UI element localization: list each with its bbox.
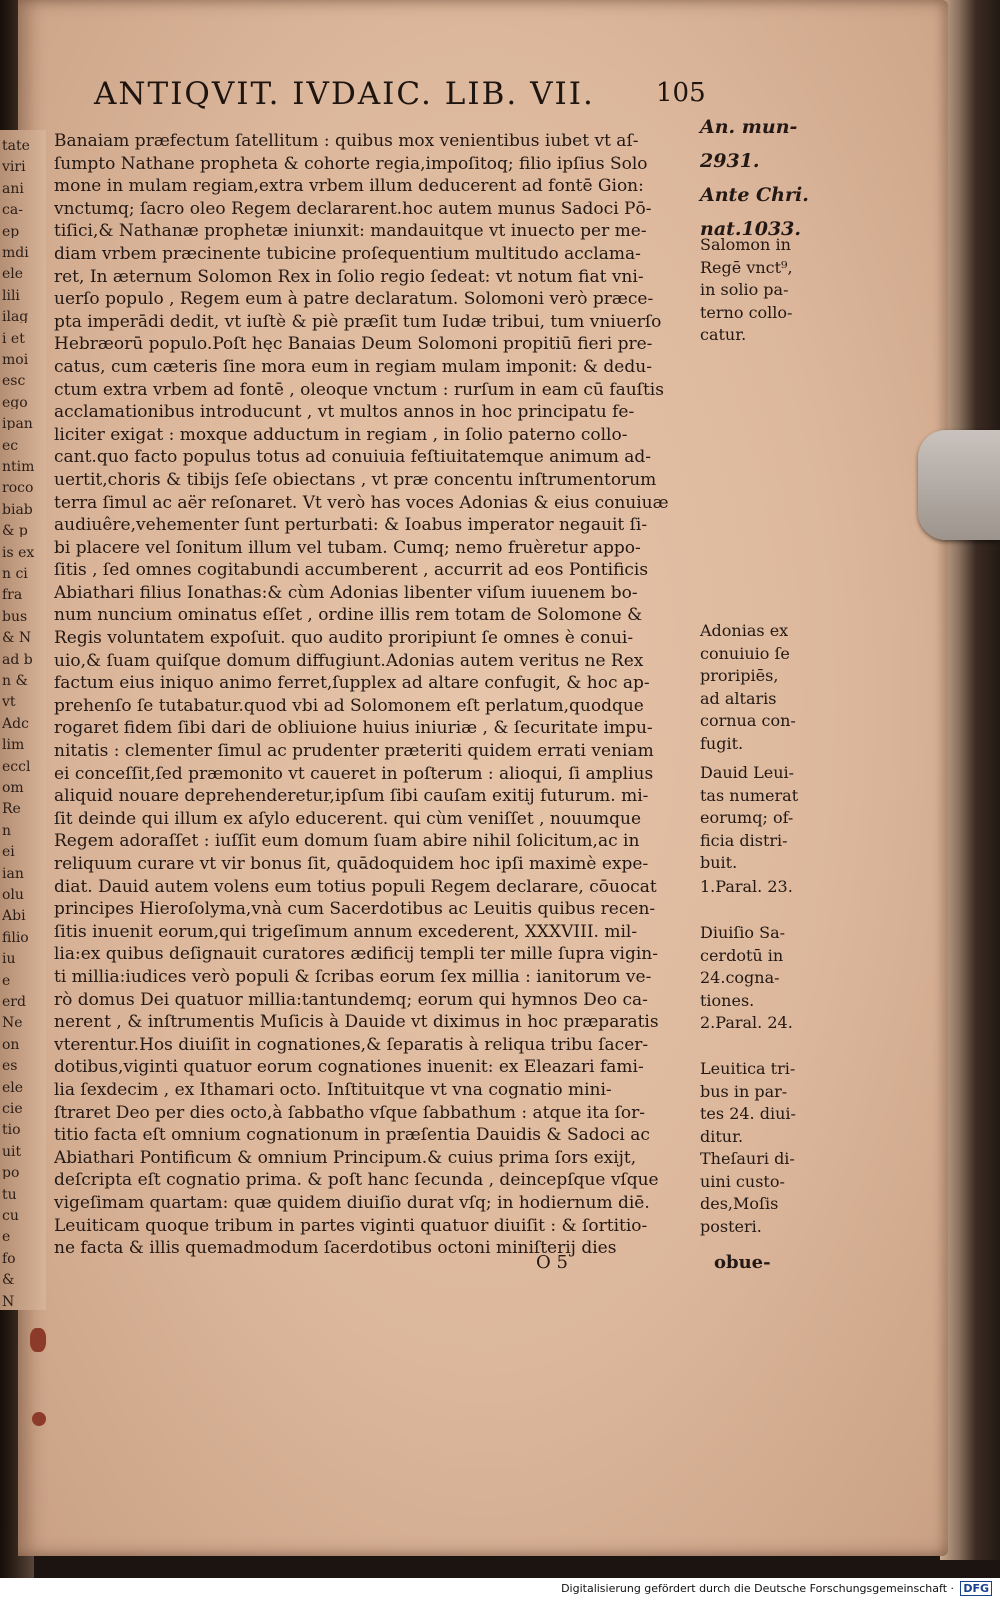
prev-page-fragment: roco bbox=[2, 480, 34, 495]
margin-note bbox=[700, 876, 850, 899]
prev-page-fragment: bus bbox=[2, 608, 28, 623]
margin-note-line: in solio pa- bbox=[700, 280, 789, 300]
prev-page-fragment: e bbox=[2, 972, 11, 987]
text-line: nitatis : clementer ſimul ac prudenter præteriti quidem errati veniam bbox=[54, 741, 654, 762]
text-line: titio facta eſt omnium cognationum in præſentia Dauidis & Sadoci ac bbox=[54, 1125, 650, 1146]
margin-note-line: cornua con- bbox=[700, 711, 796, 731]
text-line: liciter exigat : moxque adductum in regiam , in ſolio paterno collo- bbox=[54, 424, 628, 445]
margin-note-line: conuiuio ſe bbox=[700, 643, 790, 663]
text-line: Regem adoraſſet : iuſſit eum domum ſuam abire nihil ſolicitum,ac in bbox=[54, 831, 640, 852]
prev-page-fragment: ad b bbox=[2, 651, 33, 666]
text-line: lia:ex quibus deſignauit curatores ædificij templi ter mille ſupra vigin- bbox=[54, 944, 658, 965]
margin-note-line: terno collo- bbox=[700, 302, 793, 322]
prev-page-fragment: uit bbox=[2, 1143, 22, 1158]
prev-page-fragment: filio bbox=[2, 929, 29, 944]
prev-page-fragment: ilag bbox=[2, 309, 29, 324]
margin-note-line: proripiēs, bbox=[700, 666, 779, 686]
bookmark-tab bbox=[918, 430, 1000, 540]
page-stack-edge bbox=[940, 0, 1000, 1560]
margin-note-line: Regē vnct⁹, bbox=[700, 257, 793, 277]
prev-page-fragment: is ex bbox=[2, 544, 35, 559]
text-line: Abiathari filius Ionathas:& cùm Adonias libenter viſum iuuenem bo- bbox=[54, 582, 638, 603]
text-line: catus, cum cæteris ſine mora eum in regiam mulam imponit: & dedu- bbox=[54, 356, 652, 377]
text-line: vterentur.Hos diuiſit in cognationes,& ſeparatis à reliqua tribu ſacer- bbox=[54, 1034, 649, 1055]
text-line: uerſo populo , Regem eum à patre declaratum. Solomoni verò præce- bbox=[54, 289, 654, 310]
prev-page-fragment: Abi bbox=[2, 908, 26, 923]
prev-page-fragment: eccl bbox=[2, 758, 31, 773]
margin-note-line: ditur. bbox=[700, 1126, 744, 1146]
text-line: num nuncium ominatus eſſet , ordine illis rem totam de Solomone & bbox=[54, 605, 643, 626]
page-number: 105 bbox=[656, 78, 706, 108]
prev-page-fragment: erd bbox=[2, 994, 26, 1008]
margin-note-line: 2.Paral. 24. bbox=[700, 1013, 793, 1032]
margin-note bbox=[700, 1012, 850, 1035]
margin-note-line: Salomon in bbox=[700, 235, 791, 254]
signature-line bbox=[54, 1252, 771, 1278]
margin-note-line: catur. bbox=[700, 325, 747, 345]
text-line: Hebræorū populo.Poſt hęc Banaias Deum Solomoni propitiū fieri pre- bbox=[54, 334, 653, 355]
text-line: vnctumq; ſacro oleo Regem declararent.hoc autem munus Sadoci Pō- bbox=[54, 198, 652, 219]
prev-page-fragment: ele bbox=[2, 1079, 24, 1094]
text-line: Abiathari Pontificum & omnium Principum.& cuius prima ſors exijt, bbox=[54, 1147, 637, 1168]
text-line: ſumpto Nathane propheta & cohorte regia,impoſitoq; filio ipſius Solo bbox=[54, 153, 648, 174]
prev-page-fragment: viri bbox=[2, 159, 26, 174]
prev-page-fragment: ani bbox=[2, 180, 24, 195]
margin-note-line: tiones. bbox=[700, 990, 755, 1010]
prev-page-fragment: tate bbox=[2, 138, 30, 152]
body-text bbox=[54, 130, 714, 1260]
margin-note-line: Theſauri di- bbox=[700, 1149, 795, 1168]
prev-page-fragment: ian bbox=[2, 865, 24, 880]
text-line: ſtraret Deo per dies octo,à ſabbatho vſque ſabbathum : atque ita ſor- bbox=[54, 1102, 645, 1123]
prev-page-fragment: & N bbox=[2, 630, 32, 645]
text-line: Banaiam præfectum ſatellitum : quibus mox venientibus iubet vt aſ- bbox=[54, 131, 639, 151]
prev-page-fragment: cie bbox=[2, 1101, 23, 1115]
margin-note-line: fugit. bbox=[700, 733, 744, 753]
prev-page-fragment: olu bbox=[2, 887, 24, 901]
prev-page-fragment: i et bbox=[2, 330, 25, 345]
prev-page-fragment: vt bbox=[2, 694, 16, 709]
prev-page-fragment: tio bbox=[2, 1122, 21, 1137]
previous-page-strip bbox=[0, 130, 46, 1310]
margin-note bbox=[700, 1148, 850, 1238]
margin-note bbox=[700, 234, 850, 347]
margin-note-line: bus in par- bbox=[700, 1081, 788, 1101]
text-line: acclamationibus introducunt , vt multos annos in hoc principatu fe- bbox=[54, 402, 635, 423]
margin-note-line: posteri. bbox=[700, 1216, 762, 1236]
text-line: ti millia:iudices verò populi & ſcribas eorum ſex millia : ianitorum ve- bbox=[54, 966, 652, 987]
margin-note-line: uini custo- bbox=[700, 1171, 785, 1191]
text-line: Regis voluntatem expoſuit. quo audito proripiunt ſe omnes è conui- bbox=[54, 628, 634, 649]
margin-date-line: An. mun- bbox=[700, 116, 798, 138]
margin-note-line: 1.Paral. 23. bbox=[700, 877, 793, 896]
text-line: uertit,choris & tibijs ſeſe obiectans , vt præ concentu inſtrumentorum bbox=[54, 469, 657, 490]
prev-page-fragment: ntim bbox=[2, 459, 35, 473]
text-line: pta imperādi dedit, vt iuſtè & piè præſit tum Iudæ tribui, tum vniuerſo bbox=[54, 311, 662, 332]
text-line: diam vrbem præcinente tubicine proſequentium multitudo acclama- bbox=[54, 243, 641, 264]
margin-note-line: tes 24. diui- bbox=[700, 1104, 796, 1124]
prev-page-fragment: biab bbox=[2, 501, 33, 516]
margin-note-line: Leuitica tri- bbox=[700, 1059, 796, 1078]
prev-page-fragment: ep bbox=[2, 223, 20, 238]
margin-note-line: 24.cogna- bbox=[700, 968, 780, 988]
stain-mark bbox=[30, 1328, 46, 1352]
footer-bar bbox=[0, 1578, 1000, 1602]
prev-page-fragment: n bbox=[2, 822, 12, 837]
text-line: vigeſimam quartam: quæ quidem diuiſio durat vſq; in hodiernum diē. bbox=[54, 1192, 650, 1213]
prev-page-fragment: ei bbox=[2, 844, 15, 859]
text-line: uio,& ſuam quiſque domum diffugiunt.Adonias autem veritus ne Rex bbox=[54, 650, 644, 671]
margin-date-line: nat.1033. bbox=[700, 218, 802, 240]
prev-page-fragment: n & bbox=[2, 673, 28, 687]
footer-credit: Digitalisierung gefördert durch die Deutsche Forschungsgemeinschaft · bbox=[561, 1582, 954, 1595]
prev-page-fragment: lim bbox=[2, 737, 25, 752]
prev-page-fragment: Adc bbox=[2, 715, 29, 730]
prev-page-fragment: mdi bbox=[2, 245, 29, 259]
prev-page-fragment: fra bbox=[2, 587, 23, 602]
margin-date-line: 2931. bbox=[700, 150, 760, 172]
text-line: ne facta & illis quemadmodum ſacerdotibus octoni miniſterij dies bbox=[54, 1238, 617, 1259]
prev-page-fragment: tu bbox=[2, 1186, 17, 1201]
prev-page-fragment: iu bbox=[2, 951, 16, 966]
prev-page-fragment: ego bbox=[2, 394, 28, 409]
margin-note bbox=[700, 762, 850, 875]
prev-page-fragment: & p bbox=[2, 523, 28, 538]
text-line: factum eius iniquo animo ferret,ſupplex ad altare confugit, & hoc ap- bbox=[54, 673, 650, 694]
prev-page-fragment: esc bbox=[2, 373, 26, 388]
text-line: lia ſexdecim , ex Ithamari octo. Inſtituitque vt vna cognatio mini- bbox=[54, 1079, 612, 1100]
prev-page-fragment: ca- bbox=[2, 202, 23, 217]
prev-page-fragment: ec bbox=[2, 437, 19, 452]
text-line: ſitis , ſed omnes cogitabundi accumberent , accurrit ad eos Pontificis bbox=[54, 560, 649, 581]
prev-page-fragment: & bbox=[2, 1272, 15, 1287]
text-line: deſcripta eſt cognatio prima. & poſt hanc ſecunda , deincepſque vſque bbox=[54, 1170, 659, 1191]
prev-page-fragment: on bbox=[2, 1036, 20, 1051]
prev-page-fragment: n ci bbox=[2, 566, 28, 580]
margin-note-line: ad altaris bbox=[700, 688, 777, 708]
text-line: terra ſimul ac aër reſonaret. Vt verò has voces Adonias & eius conuiuæ bbox=[54, 492, 669, 513]
text-line: Leuiticam quoque tribum in partes viginti quatuor diuiſit : & ſortitio- bbox=[54, 1215, 648, 1236]
page-stains bbox=[22, 1320, 62, 1440]
text-line: aliquid nouare deprehenderetur,ipſum ſibi cauſam exitij futurum. mi- bbox=[54, 786, 649, 807]
prev-page-fragment: es bbox=[2, 1058, 18, 1073]
text-line: reliquum curare vt vir bonus ſit, quādoquidem hoc ipſi maximè expe- bbox=[54, 854, 649, 874]
margin-note-line: Dauid Leui- bbox=[700, 763, 795, 782]
prev-page-fragment: ipan bbox=[2, 416, 33, 431]
prev-page-fragment: ele bbox=[2, 266, 24, 281]
dfg-logo: DFG bbox=[960, 1581, 992, 1596]
catchword: obue- bbox=[714, 1252, 771, 1273]
margin-date-line: Ante Chri. bbox=[700, 184, 809, 206]
margin-note-line: ficia distri- bbox=[700, 830, 788, 850]
margin-date-note bbox=[700, 110, 850, 246]
text-line: principes Hieroſolyma,vnà cum Sacerdotibus ac Leuitis quibus recen- bbox=[54, 899, 656, 920]
margin-note bbox=[700, 1058, 850, 1148]
text-line: ei conceſſit,ſed præmonito vt caueret in poſterum : alioqui, ſi amplius bbox=[54, 763, 654, 784]
margin-note-line: Diuiſio Sa- bbox=[700, 923, 786, 942]
prev-page-fragment: Re bbox=[2, 801, 21, 816]
prev-page-fragment: om bbox=[2, 780, 24, 794]
prev-page-fragment: cu bbox=[2, 1208, 19, 1222]
prev-page-fragment: Ne bbox=[2, 1015, 23, 1030]
margin-note-line: eorumq; of- bbox=[700, 808, 794, 828]
margin-note-line: cerdotū in bbox=[700, 945, 784, 965]
text-line: ſitis inuenit eorum,qui trigeſimum annum excederent, XXXVIII. mil- bbox=[54, 921, 638, 942]
prev-page-fragment: fo bbox=[2, 1250, 16, 1265]
prev-page-fragment: moi bbox=[2, 352, 29, 366]
margin-note bbox=[700, 922, 850, 1012]
text-line: bi placere vel ſonitum illum vel tubam. Cumq; nemo fruèretur appo- bbox=[54, 537, 641, 558]
prev-page-fragment: lili bbox=[2, 287, 20, 302]
text-line: dotibus,viginti quatuor eorum cognationes inuenit: ex Eleazari fami- bbox=[54, 1057, 644, 1078]
text-line: rò domus Dei quatuor millia:tantundemq; eorum qui hymnos Deo ca- bbox=[54, 989, 648, 1010]
prev-page-fragment: po bbox=[2, 1165, 20, 1180]
prev-page-fragment: e bbox=[2, 1229, 11, 1244]
margin-note bbox=[700, 620, 850, 756]
text-line: diat. Dauid autem volens eum totius populi Regem declarare, cōuocat bbox=[54, 876, 657, 897]
margin-note-line: tas numerat bbox=[700, 785, 799, 805]
text-line: cant.quo facto populus totus ad conuiuia feſtiuitatemque animum ad- bbox=[54, 447, 652, 468]
text-line: tiſici,& Nathanæ prophetæ iniunxit: mandauitque vt inuecto per me- bbox=[54, 221, 647, 242]
margin-note-line: buit. bbox=[700, 853, 738, 873]
signature-mark: O 5 bbox=[536, 1252, 568, 1273]
prev-page-fragment: N bbox=[2, 1293, 15, 1308]
text-line: nerent , & inſtrumentis Muſicis à Dauide vt diximus in hoc præparatis bbox=[54, 1012, 659, 1033]
running-title: ANTIQVIT. IVDAIC. LIB. VII. bbox=[94, 76, 595, 112]
text-line: ſit deinde qui illum ex aſylo educerent. qui cùm veniſſet , nouumque bbox=[54, 808, 641, 829]
text-line: audiuêre,vehementer ſunt perturbati: & Ioabus imperator negauit ſi- bbox=[54, 515, 648, 536]
margin-note-line: des,Moſis bbox=[700, 1194, 779, 1214]
text-line: ret, In æternum Solomon Rex in ſolio regio ſedeat: vt notum fiat vni- bbox=[54, 266, 644, 287]
margin-note-line: Adonias ex bbox=[700, 621, 789, 640]
text-line: ctum extra vrbem ad fontē , oleoque vnctum : rurſum in eam cū fauſtis bbox=[54, 379, 664, 400]
text-line: rogaret fidem ſibi dari de obliuione huius iniuriæ , & ſecuritate impu- bbox=[54, 718, 653, 739]
text-line: prehenſo ſe tutabatur.quod vbi ad Solomonem eſt perlatum,quodque bbox=[54, 695, 644, 716]
stain-mark bbox=[32, 1412, 46, 1426]
text-line: mone in mulam regiam,extra vrbem illum deducerent ad fontē Gion: bbox=[54, 176, 644, 197]
